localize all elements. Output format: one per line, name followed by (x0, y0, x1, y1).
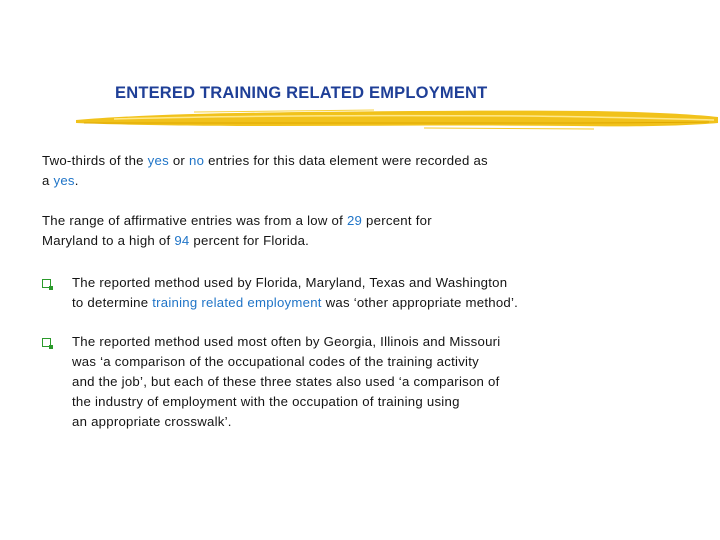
text: was ‘other appropriate method’. (321, 295, 519, 310)
square-bullet-icon (42, 338, 51, 347)
title-underline-brush-stroke (74, 102, 720, 136)
text: or (168, 153, 189, 168)
bullet-text (72, 273, 518, 313)
text: a (42, 173, 54, 188)
keyword-yes: yes (53, 173, 75, 188)
text: an appropriate crosswalk’. (72, 414, 232, 429)
paragraph-yes-no-entries (42, 151, 488, 191)
text: . (74, 173, 79, 188)
text: percent for (362, 213, 432, 228)
text: to determine (72, 295, 153, 310)
term-training-related-employment: training related employment (152, 295, 322, 310)
paragraph-affirmative-range (42, 211, 432, 251)
text: was ‘a comparison of the occupational codes of the training activity (72, 354, 479, 369)
text: The range of affirmative entries was from a low of (42, 213, 347, 228)
text: percent for Florida. (189, 233, 310, 248)
text: and the job’, but each of these three states also used ‘a comparison of (72, 374, 500, 389)
high-percent: 94 (174, 233, 190, 248)
text: The reported method used by Florida, Maryland, Texas and Washington (72, 275, 508, 290)
keyword-yes: yes (147, 153, 169, 168)
text: The reported method used most often by Georgia, Illinois and Missouri (72, 334, 501, 349)
text: Maryland to a high of (42, 233, 175, 248)
keyword-no: no (189, 153, 205, 168)
text: entries for this data element were recorded as (204, 153, 488, 168)
text: Two-thirds of the (42, 153, 148, 168)
bullet-text (72, 332, 500, 432)
low-percent: 29 (346, 213, 363, 228)
square-bullet-icon (42, 279, 51, 288)
text: the industry of employment with the occupation of training using (72, 394, 460, 409)
page-title: ENTERED TRAINING RELATED EMPLOYMENT (115, 84, 488, 102)
